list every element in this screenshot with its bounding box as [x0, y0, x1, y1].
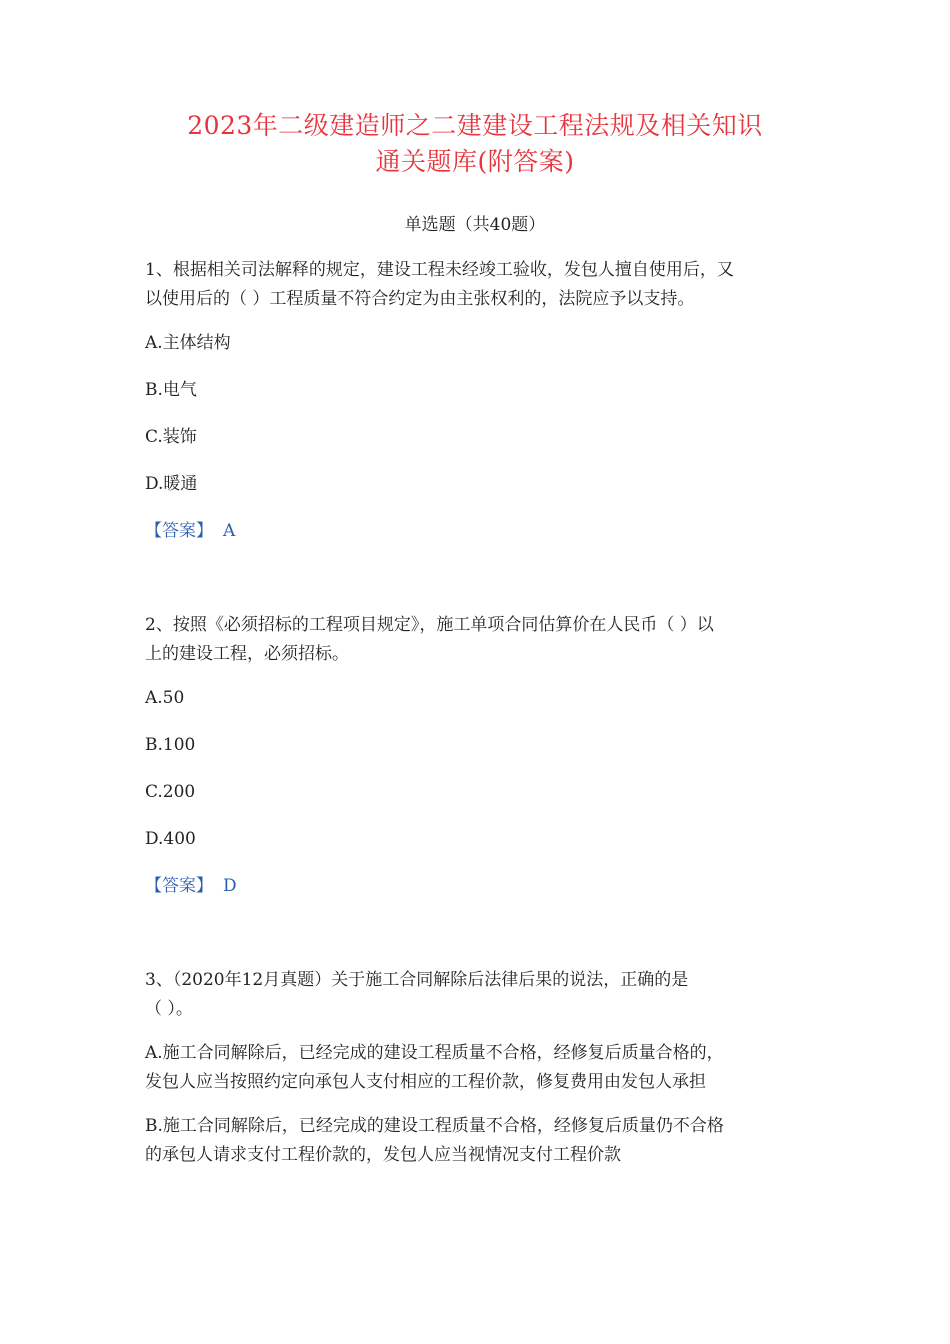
- option-c: C.200: [145, 782, 196, 802]
- option-a: A.50: [145, 688, 185, 708]
- question-stem: 以使用后的（ ）工程质量不符合约定为由主张权利的，法院应予以支持。: [145, 289, 695, 309]
- question-stem: 3、（2020年12月真题）关于施工合同解除后法律后果的说法，正确的是: [145, 970, 689, 990]
- answer-line: [145, 517, 810, 546]
- section-heading: 单选题（共40题）: [404, 215, 546, 235]
- document-title-line2: 通关题库(附答案): [375, 147, 575, 176]
- option-b: B.施工合同解除后，已经完成的建设工程质量不合格，经修复后质量仍不合格: [145, 1116, 724, 1136]
- question-stem: （ ）。: [145, 999, 193, 1019]
- question-stem: 2、按照《必须招标的工程项目规定》，施工单项合同估算价在人民币（ ）以: [145, 615, 714, 635]
- option-b: 的承包人请求支付工程价款的，发包人应当视情况支付工程价款: [145, 1145, 621, 1165]
- option-a: 发包人应当按照约定向承包人支付相应的工程价款，修复费用由发包人承担: [145, 1072, 706, 1092]
- answer-value: D: [223, 876, 237, 896]
- answer-label: 【答案】: [145, 521, 213, 541]
- document-title-line1: 2023年二级建造师之二建建设工程法规及相关知识: [187, 111, 763, 140]
- option-a: A.施工合同解除后，已经完成的建设工程质量不合格，经修复后质量合格的，: [145, 1043, 724, 1063]
- option-a: A.主体结构: [145, 333, 231, 353]
- option-d: D.暖通: [145, 474, 198, 494]
- question-stem: 上的建设工程，必须招标。: [145, 644, 349, 664]
- answer-value: A: [223, 521, 236, 541]
- answer-line: [145, 872, 810, 901]
- option-d: D.400: [145, 829, 196, 849]
- option-c: C.装饰: [145, 427, 197, 447]
- option-b: B.100: [145, 735, 196, 755]
- answer-label: 【答案】: [145, 876, 213, 896]
- option-b: B.电气: [145, 380, 197, 400]
- question-stem: 1、根据相关司法解释的规定，建设工程未经竣工验收，发包人擅自使用后，又: [145, 260, 734, 280]
